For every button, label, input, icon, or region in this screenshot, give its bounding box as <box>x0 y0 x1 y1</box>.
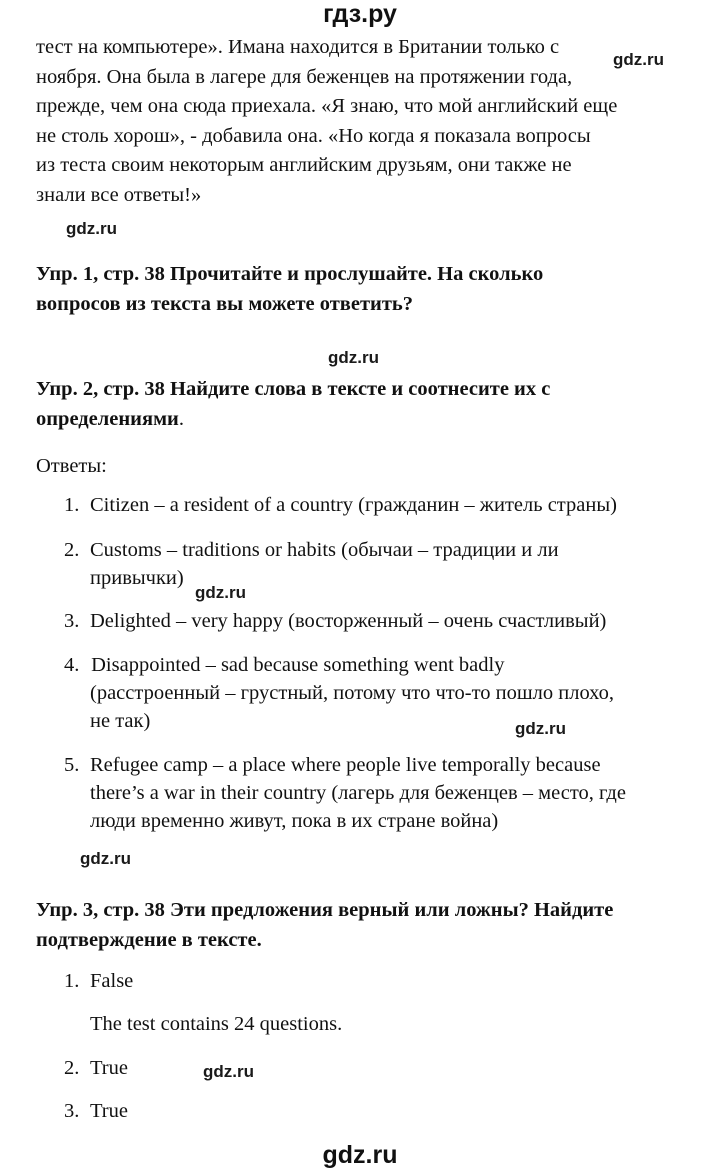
heading-line: вопросов из текста вы можете ответить? <box>36 292 413 315</box>
list-item <box>86 651 696 735</box>
list-item-line: привычки) <box>90 567 184 589</box>
site-footer-title: gdz.ru <box>322 1141 398 1169</box>
list-item-line: (расстроенный – грустный, потому что что-то пошло плохо, <box>90 682 615 704</box>
list-item-line: Citizen – a resident of a country (гражданин – житель страны) <box>90 494 617 516</box>
watermark: gdz.ru <box>66 219 117 238</box>
list-item-line: люди временно живут, пока в их стране война) <box>90 810 499 832</box>
answer-note: The test contains 24 questions. <box>90 1013 343 1035</box>
answer-value: False <box>90 970 134 992</box>
paragraph-line: тест на компьютере». Имана находится в Британии только с <box>36 36 560 58</box>
list-item <box>90 751 700 835</box>
heading-line: определениями <box>36 407 179 430</box>
paragraph-line: прежде, чем она сюда приехала. «Я знаю, что мой английский еще <box>36 95 618 117</box>
list-item-number: 3. <box>64 1100 80 1122</box>
list-item-line: Customs – traditions or habits (обычаи – традиции и ли <box>90 539 559 561</box>
watermark: gdz.ru <box>195 583 246 602</box>
answers-label: Ответы: <box>36 455 107 477</box>
list-item <box>90 491 700 519</box>
paragraph-line: не столь хорош», - добавила она. «Но когда я показала вопросы <box>36 124 591 147</box>
watermark: gdz.ru <box>328 348 379 367</box>
paragraph-line: ноября. Она была в лагере для беженцев на протяжении года, <box>36 65 573 88</box>
heading-line: подтверждение в тексте. <box>36 928 262 951</box>
heading-line-wrap <box>36 405 676 435</box>
list-item <box>90 536 700 592</box>
heading-line: Упр. 2, стр. 38 Найдите слова в тексте и соотнесите их с <box>36 378 551 400</box>
paragraph-line: знали все ответы!» <box>36 183 202 206</box>
exercise-3-heading <box>36 896 676 955</box>
watermark: gdz.ru <box>613 50 664 69</box>
list-item-line: Delighted – very happy (восторженный – очень счастливый) <box>90 610 607 632</box>
exercise-1-heading <box>36 260 676 319</box>
site-header-title: гдз.ру <box>323 0 397 28</box>
list-item-number: 1. <box>64 494 80 516</box>
list-item-number: 3. <box>64 610 80 632</box>
answer-value: True <box>90 1100 128 1122</box>
exercise-2-heading <box>36 375 676 434</box>
paragraph-line: из теста своим некоторым английским друзьям, они также не <box>36 154 572 176</box>
list-item <box>90 607 700 635</box>
watermark: gdz.ru <box>80 849 131 868</box>
list-item-line: there’s a war in their country (лагерь для беженцев – место, где <box>90 782 626 804</box>
intro-paragraph <box>36 33 618 210</box>
watermark: gdz.ru <box>203 1062 254 1081</box>
answer-value: True <box>90 1057 128 1079</box>
heading-period: . <box>178 407 184 430</box>
heading-line: Упр. 1, стр. 38 Прочитайте и прослушайте. На сколько <box>36 263 544 285</box>
list-item-line: Refugee camp – a place where people live temporally because <box>90 754 601 776</box>
heading-line: Упр. 3, стр. 38 Эти предложения верный или ложны? Найдите <box>36 899 614 921</box>
list-item-number: 2. <box>64 1057 80 1079</box>
list-item-line: Disappointed – sad because something went badly <box>86 654 505 676</box>
watermark: gdz.ru <box>515 719 566 738</box>
list-item-line: не так) <box>90 710 151 732</box>
list-item-number: 1. <box>64 970 80 992</box>
list-item-number: 2. <box>64 539 80 561</box>
list-item-number: 4. <box>64 654 80 676</box>
list-item-number: 5. <box>64 754 80 776</box>
